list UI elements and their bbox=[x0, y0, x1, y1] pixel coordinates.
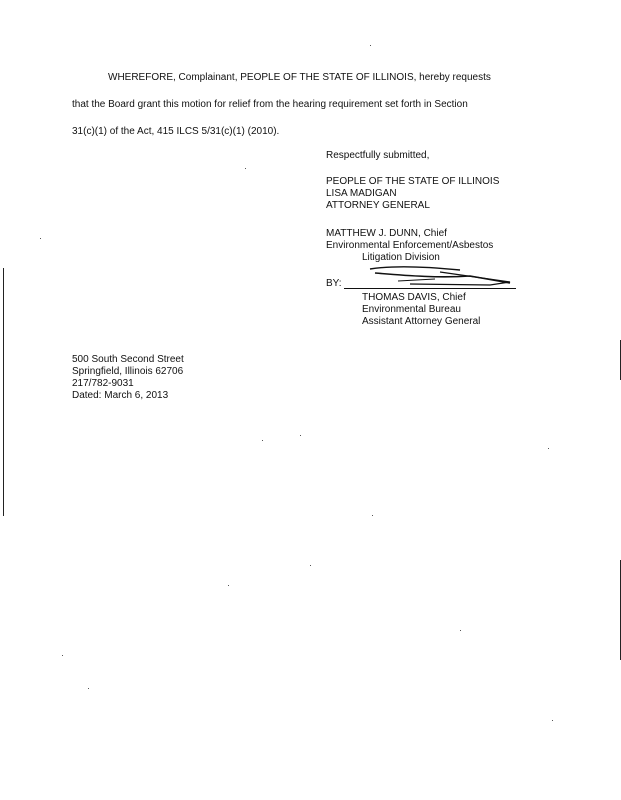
date-line: Dated: March 6, 2013 bbox=[72, 390, 169, 401]
closing: Respectfully submitted, bbox=[326, 150, 430, 161]
division-line-1: Environmental Enforcement/Asbestos bbox=[326, 240, 494, 251]
by-label: BY: bbox=[326, 278, 342, 289]
handwritten-signature bbox=[340, 262, 520, 294]
division-line-2: Litigation Division bbox=[362, 252, 440, 263]
scan-speck bbox=[62, 655, 63, 656]
attorney-general-name: LISA MADIGAN bbox=[326, 188, 397, 199]
scan-speck bbox=[245, 168, 246, 169]
signer-name: THOMAS DAVIS, Chief bbox=[362, 292, 466, 303]
chief-line: MATTHEW J. DUNN, Chief bbox=[326, 228, 447, 239]
scan-speck bbox=[262, 440, 263, 441]
scan-speck bbox=[88, 688, 89, 689]
paragraph-line-2: that the Board grant this motion for relief from the hearing requirement set forth in Section bbox=[72, 99, 468, 110]
scan-speck bbox=[552, 720, 553, 721]
address-street: 500 South Second Street bbox=[72, 354, 184, 365]
paragraph-line-1: WHEREFORE, Complainant, PEOPLE OF THE STATE OF ILLINOIS, hereby requests bbox=[108, 72, 491, 83]
scan-speck bbox=[370, 45, 371, 46]
paragraph-line-3: 31(c)(1) of the Act, 415 ILCS 5/31(c)(1) (2010). bbox=[72, 126, 280, 137]
attorney-general-title: ATTORNEY GENERAL bbox=[326, 200, 430, 211]
scan-speck bbox=[300, 435, 301, 436]
address-phone: 217/782-9031 bbox=[72, 378, 134, 389]
signature-line bbox=[344, 288, 516, 289]
scan-speck bbox=[40, 238, 41, 239]
address-city: Springfield, Illinois 62706 bbox=[72, 366, 184, 377]
signer-title: Assistant Attorney General bbox=[362, 316, 481, 327]
scan-speck bbox=[548, 448, 549, 449]
scan-speck bbox=[228, 585, 229, 586]
scan-speck bbox=[372, 515, 373, 516]
scan-edge-left bbox=[3, 268, 4, 516]
signer-bureau: Environmental Bureau bbox=[362, 304, 461, 315]
scan-speck bbox=[460, 630, 461, 631]
scan-speck bbox=[310, 565, 311, 566]
party-name: PEOPLE OF THE STATE OF ILLINOIS bbox=[326, 176, 500, 187]
